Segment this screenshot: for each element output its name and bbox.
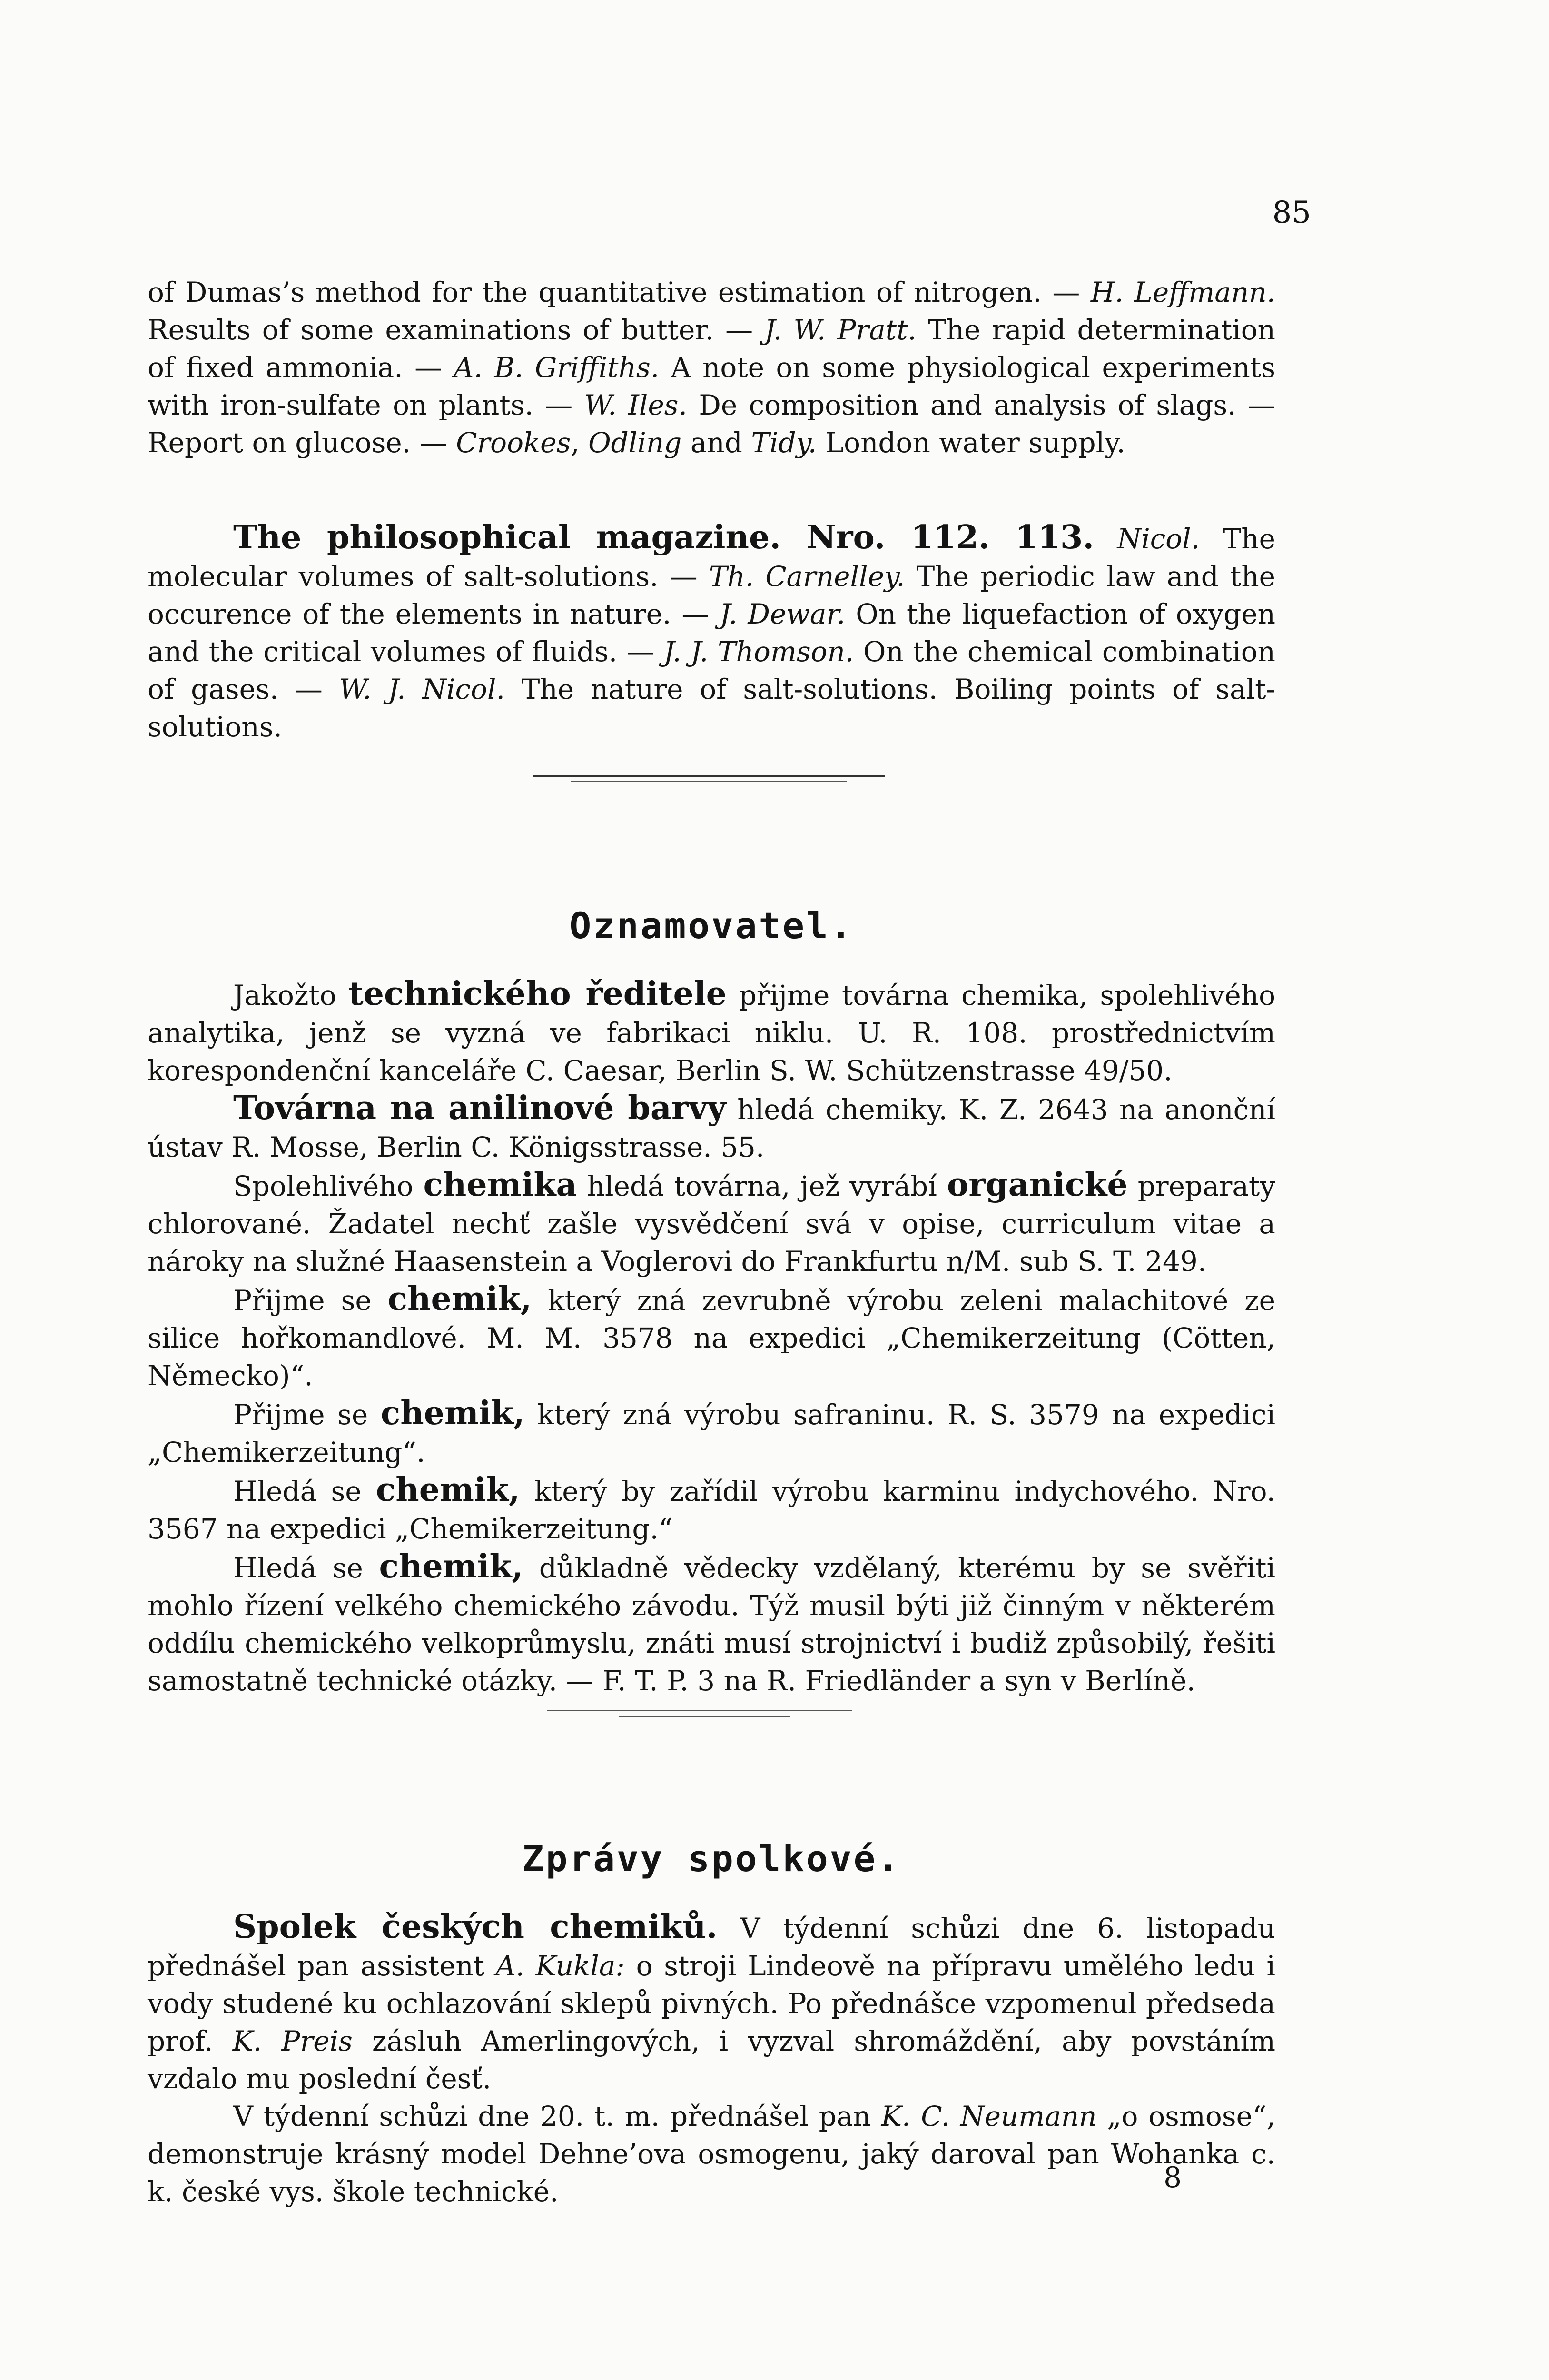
text-run: De composition and analysis of slags. — Report on glucose. — xyxy=(148,389,1275,459)
text-run: Results of some examinations of butter. — xyxy=(148,314,765,346)
emphasis: Továrna na anilinové barvy xyxy=(233,1089,726,1127)
advertisements-section xyxy=(148,904,1275,1700)
divider-rule xyxy=(533,775,885,777)
society-news-section xyxy=(148,1837,1275,2211)
news-paragraph xyxy=(148,2098,1275,2211)
author-name: W. Iles. xyxy=(584,389,687,421)
divider-rule xyxy=(571,781,847,782)
emphasis: chemika xyxy=(423,1166,577,1204)
section-heading: Zprávy spolkové. xyxy=(522,1837,901,1880)
text-run: On the chemical combination of gases. — xyxy=(148,635,1275,705)
author-name: J. J. Thomson. xyxy=(663,635,854,668)
ad-paragraph xyxy=(148,1471,1275,1548)
text-run: který zná zevrubně výrobu zeleni malachitové ze silice hořkomandlové. M. M. 3578 na expedici „Chemikerzeitung (Cötten, Německo)“. xyxy=(148,1284,1275,1392)
person-name: A. Kukla: xyxy=(495,1950,625,1982)
text-run: Přijme se xyxy=(233,1398,381,1431)
text-run: The molecular volumes of salt-solutions. — xyxy=(148,523,1275,593)
divider-rule xyxy=(619,1716,790,1717)
text-run: A note on some physiological experiments with iron-sulfate on plants. — xyxy=(148,351,1275,421)
ad-paragraph xyxy=(148,1395,1275,1471)
author-name: Nicol. xyxy=(1117,523,1200,555)
emphasis: organické xyxy=(947,1166,1128,1204)
emphasis: chemik, xyxy=(379,1547,523,1586)
text-run: V týdenní schůzi dne 6. listopadu přednášel pan assistent xyxy=(148,1912,1276,1982)
contents-paragraph xyxy=(148,274,1275,462)
contents-paragraph xyxy=(148,519,1275,746)
person-name: K. C. Neumann xyxy=(881,2100,1097,2132)
text-run: zásluh Amerlingových, i vyzval shromáždění, aby povstáním vzdalo mu poslední česť. xyxy=(148,2025,1276,2095)
text-run: Přijme se xyxy=(233,1284,388,1317)
text-run: The periodic law and the occurence of the elements in nature. — xyxy=(148,560,1275,630)
text-run: důkladně vědecky vzdělaný, kterému by se svěřiti mohlo řízení velkého chemického závodu. Týž musil býti již činným v některém oddílu chemického velkoprůmyslu, znáti musí strojnictví i budiž způsobilý, řešiti samostatně technické otázky. — F. T. P. 3 na R. Friedländer a syn v Berlíně. xyxy=(148,1552,1276,1697)
page-number: 85 xyxy=(1272,195,1311,230)
text-run: V týdenní schůzi dne 20. t. m. přednášel pan xyxy=(233,2100,881,2132)
person-name: K. Preis xyxy=(232,2025,353,2057)
ad-paragraph xyxy=(148,1090,1275,1166)
text-run: hledá chemiky. K. Z. 2643 na anonční ústav R. Mosse, Berlin C. Königsstrasse. 55. xyxy=(148,1093,1275,1163)
author-name: H. Leffmann. xyxy=(1090,276,1276,308)
text-run: The nature of salt-solutions. Boiling points of salt-solutions. xyxy=(148,673,1275,743)
text-run: On the liquefaction of oxygen and the critical volumes of fluids. — xyxy=(148,598,1275,668)
text-run: přijme továrna chemika, spolehlivého analytika, jenž se vyzná ve fabrikaci niklu. U. R. 108. prostřednictvím korespondenční kanceláře C. Caesar, Berlin S. W. Schützenstrasse 49/50. xyxy=(148,979,1276,1087)
philosophical-magazine-section xyxy=(148,519,1275,746)
society-name: Spolek českých chemiků. xyxy=(233,1908,718,1946)
text-run: Spolehlivého xyxy=(233,1170,424,1202)
signature-number: 8 xyxy=(1164,2161,1182,2194)
text-run: Hledá se xyxy=(233,1475,376,1507)
journal-title: The philosophical magazine. Nro. 112. 113. xyxy=(233,518,1095,556)
text-run: preparaty chlorované. Žadatel nechť zašle vysvědčení svá v opise, curriculum vitae a nároky na služné Haasenstein a Voglerovi do Frankfurtu n/M. sub S. T. 249. xyxy=(148,1170,1275,1278)
author-name: Crookes xyxy=(456,426,571,459)
divider-rule xyxy=(547,1710,852,1711)
text-run: The rapid determination of fixed ammonia. — xyxy=(148,314,1275,384)
text-run: and xyxy=(681,426,751,459)
ad-paragraph xyxy=(148,1280,1275,1395)
ad-paragraph xyxy=(148,975,1275,1090)
text-run: který by zařídil výrobu karminu indychového. Nro. 3567 na expedici „Chemikerzeitung.“ xyxy=(148,1475,1275,1545)
emphasis: technického ředitele xyxy=(348,975,727,1013)
text-run: který zná výrobu safraninu. R. S. 3579 na expedici „Chemikerzeitung“. xyxy=(148,1398,1275,1468)
text-run: London water supply. xyxy=(817,426,1125,459)
text-run: „o osmose“, demonstruje krásný model Dehne’ova osmogenu, jaký daroval pan Wohanka c. k. české vys. škole technické. xyxy=(148,2100,1276,2208)
ad-paragraph xyxy=(148,1166,1275,1280)
text-run: of Dumas’s method for the quantitative estimation of nitrogen. — xyxy=(148,276,1091,308)
journal-contents-continued xyxy=(148,274,1275,462)
author-name: J. Dewar. xyxy=(720,598,846,630)
emphasis: chemik, xyxy=(375,1471,520,1509)
text-run: Jakožto xyxy=(233,979,349,1012)
author-name: W. J. Nicol. xyxy=(339,673,505,705)
author-name: Odling xyxy=(588,426,682,459)
text-run: Hledá se xyxy=(233,1552,379,1584)
emphasis: chemik, xyxy=(380,1394,525,1432)
news-paragraph xyxy=(148,1908,1275,2098)
author-name: Tidy. xyxy=(751,426,817,459)
section-heading: Oznamovatel. xyxy=(569,904,854,947)
text-run: hledá továrna, jež vyrábí xyxy=(577,1170,947,1202)
text-run: o stroji Lindeově na přípravu umělého ledu i vody studené ku ochlazování sklepů pivných. Po přednášce vzpomenul předseda prof. xyxy=(148,1950,1276,2057)
author-name: Th. Carnelley. xyxy=(709,560,905,593)
author-name: A. B. Griffiths. xyxy=(454,351,660,384)
emphasis: chemik, xyxy=(387,1280,532,1318)
ad-paragraph xyxy=(148,1548,1275,1700)
author-name: J. W. Pratt. xyxy=(764,314,917,346)
text-run: , xyxy=(571,426,589,459)
